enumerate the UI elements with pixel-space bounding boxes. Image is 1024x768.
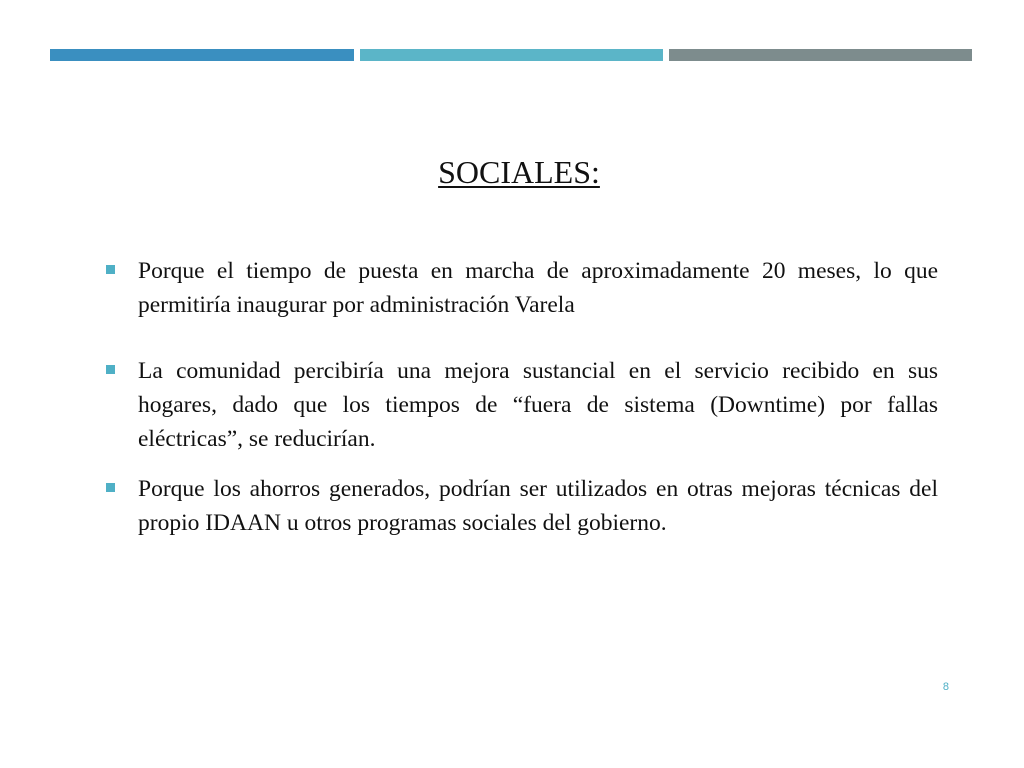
bullet-text: Porque los ahorros generados, podrían ser utilizados en otras mejoras técnicas del propio IDAAN u otros programas sociales del gobierno. [138,476,938,536]
bullet-text: La comunidad percibiría una mejora sustancial en el servicio recibido en sus hogares, dado que los tiempos de “fuera de sistema (Downtime) por fallas eléctricas”, se reducirían. [138,358,938,452]
accent-bar-gray [669,49,972,61]
square-bullet-icon [106,265,115,274]
slide-title: SOCIALES: [438,154,600,190]
accent-bar-blue [50,49,354,61]
header-accent-bars [50,49,972,61]
bullet-text: Porque el tiempo de puesta en marcha de aproximadamente 20 meses, lo que permitiría inaugurar por administración Varela [138,258,938,318]
square-bullet-icon [106,483,115,492]
bullet-item [104,472,938,540]
bullet-list [104,254,938,540]
bullet-item [104,254,938,322]
bullet-item [104,354,938,456]
square-bullet-icon [106,365,115,374]
accent-bar-teal [360,49,663,61]
page-number: 8 [942,681,949,693]
